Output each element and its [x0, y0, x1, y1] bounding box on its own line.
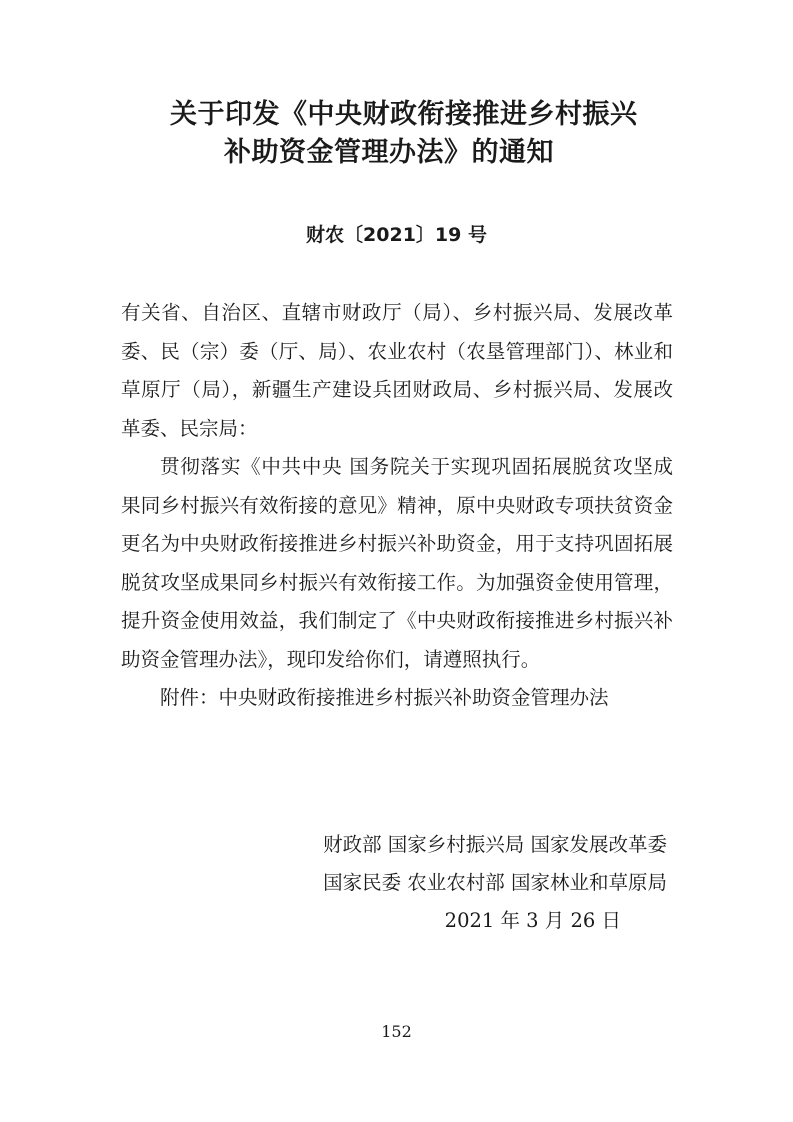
salutation: 有关省、自治区、直辖市财政厅（局）、乡村振兴局、发展改革委、民（宗）委（厅、局）、农业农村（农垦管理部门）、林业和草原厅（局），新疆生产建设兵团财政局、乡村振兴局、发展改革委、民宗局： — [121, 301, 673, 440]
issue-date: 2021 年 3 月 26 日 — [444, 909, 621, 932]
attachment-note: 附件：中央财政衔接推进乡村振兴补助资金管理办法 — [160, 686, 609, 709]
signatory-line-1: 财政部 国家乡村振兴局 国家发展改革委 — [323, 833, 667, 856]
page-number: 152 — [381, 1022, 412, 1041]
title-line-1: 关于印发《中央财政衔接推进乡村振兴 — [170, 99, 638, 130]
body-paragraph: 贯彻落实《中共中央 国务院关于实现巩固拓展脱贫攻坚成果同乡村振兴有效衔接的意见》精神，原中央财政专项扶贫资金更名为中央财政衔接推进乡村振兴补助资金，用于支持巩固拓展脱贫攻坚成果同乡村振兴有效衔接工作。为加强资金使用管理，提升资金使用效益，我们制定了《中央财政衔接推进乡村振兴补助资金管理办法》，现印发给你们，请遵照执行。 — [121, 455, 673, 671]
document-number: 财农〔2021〕19 号 — [306, 224, 487, 246]
signatory-line-2: 国家民委 农业农村部 国家林业和草原局 — [323, 871, 667, 894]
title-line-2: 补助资金管理办法》的通知 — [224, 137, 554, 168]
document-body — [121, 294, 673, 718]
document-title — [170, 96, 770, 172]
signature-block — [323, 826, 667, 940]
